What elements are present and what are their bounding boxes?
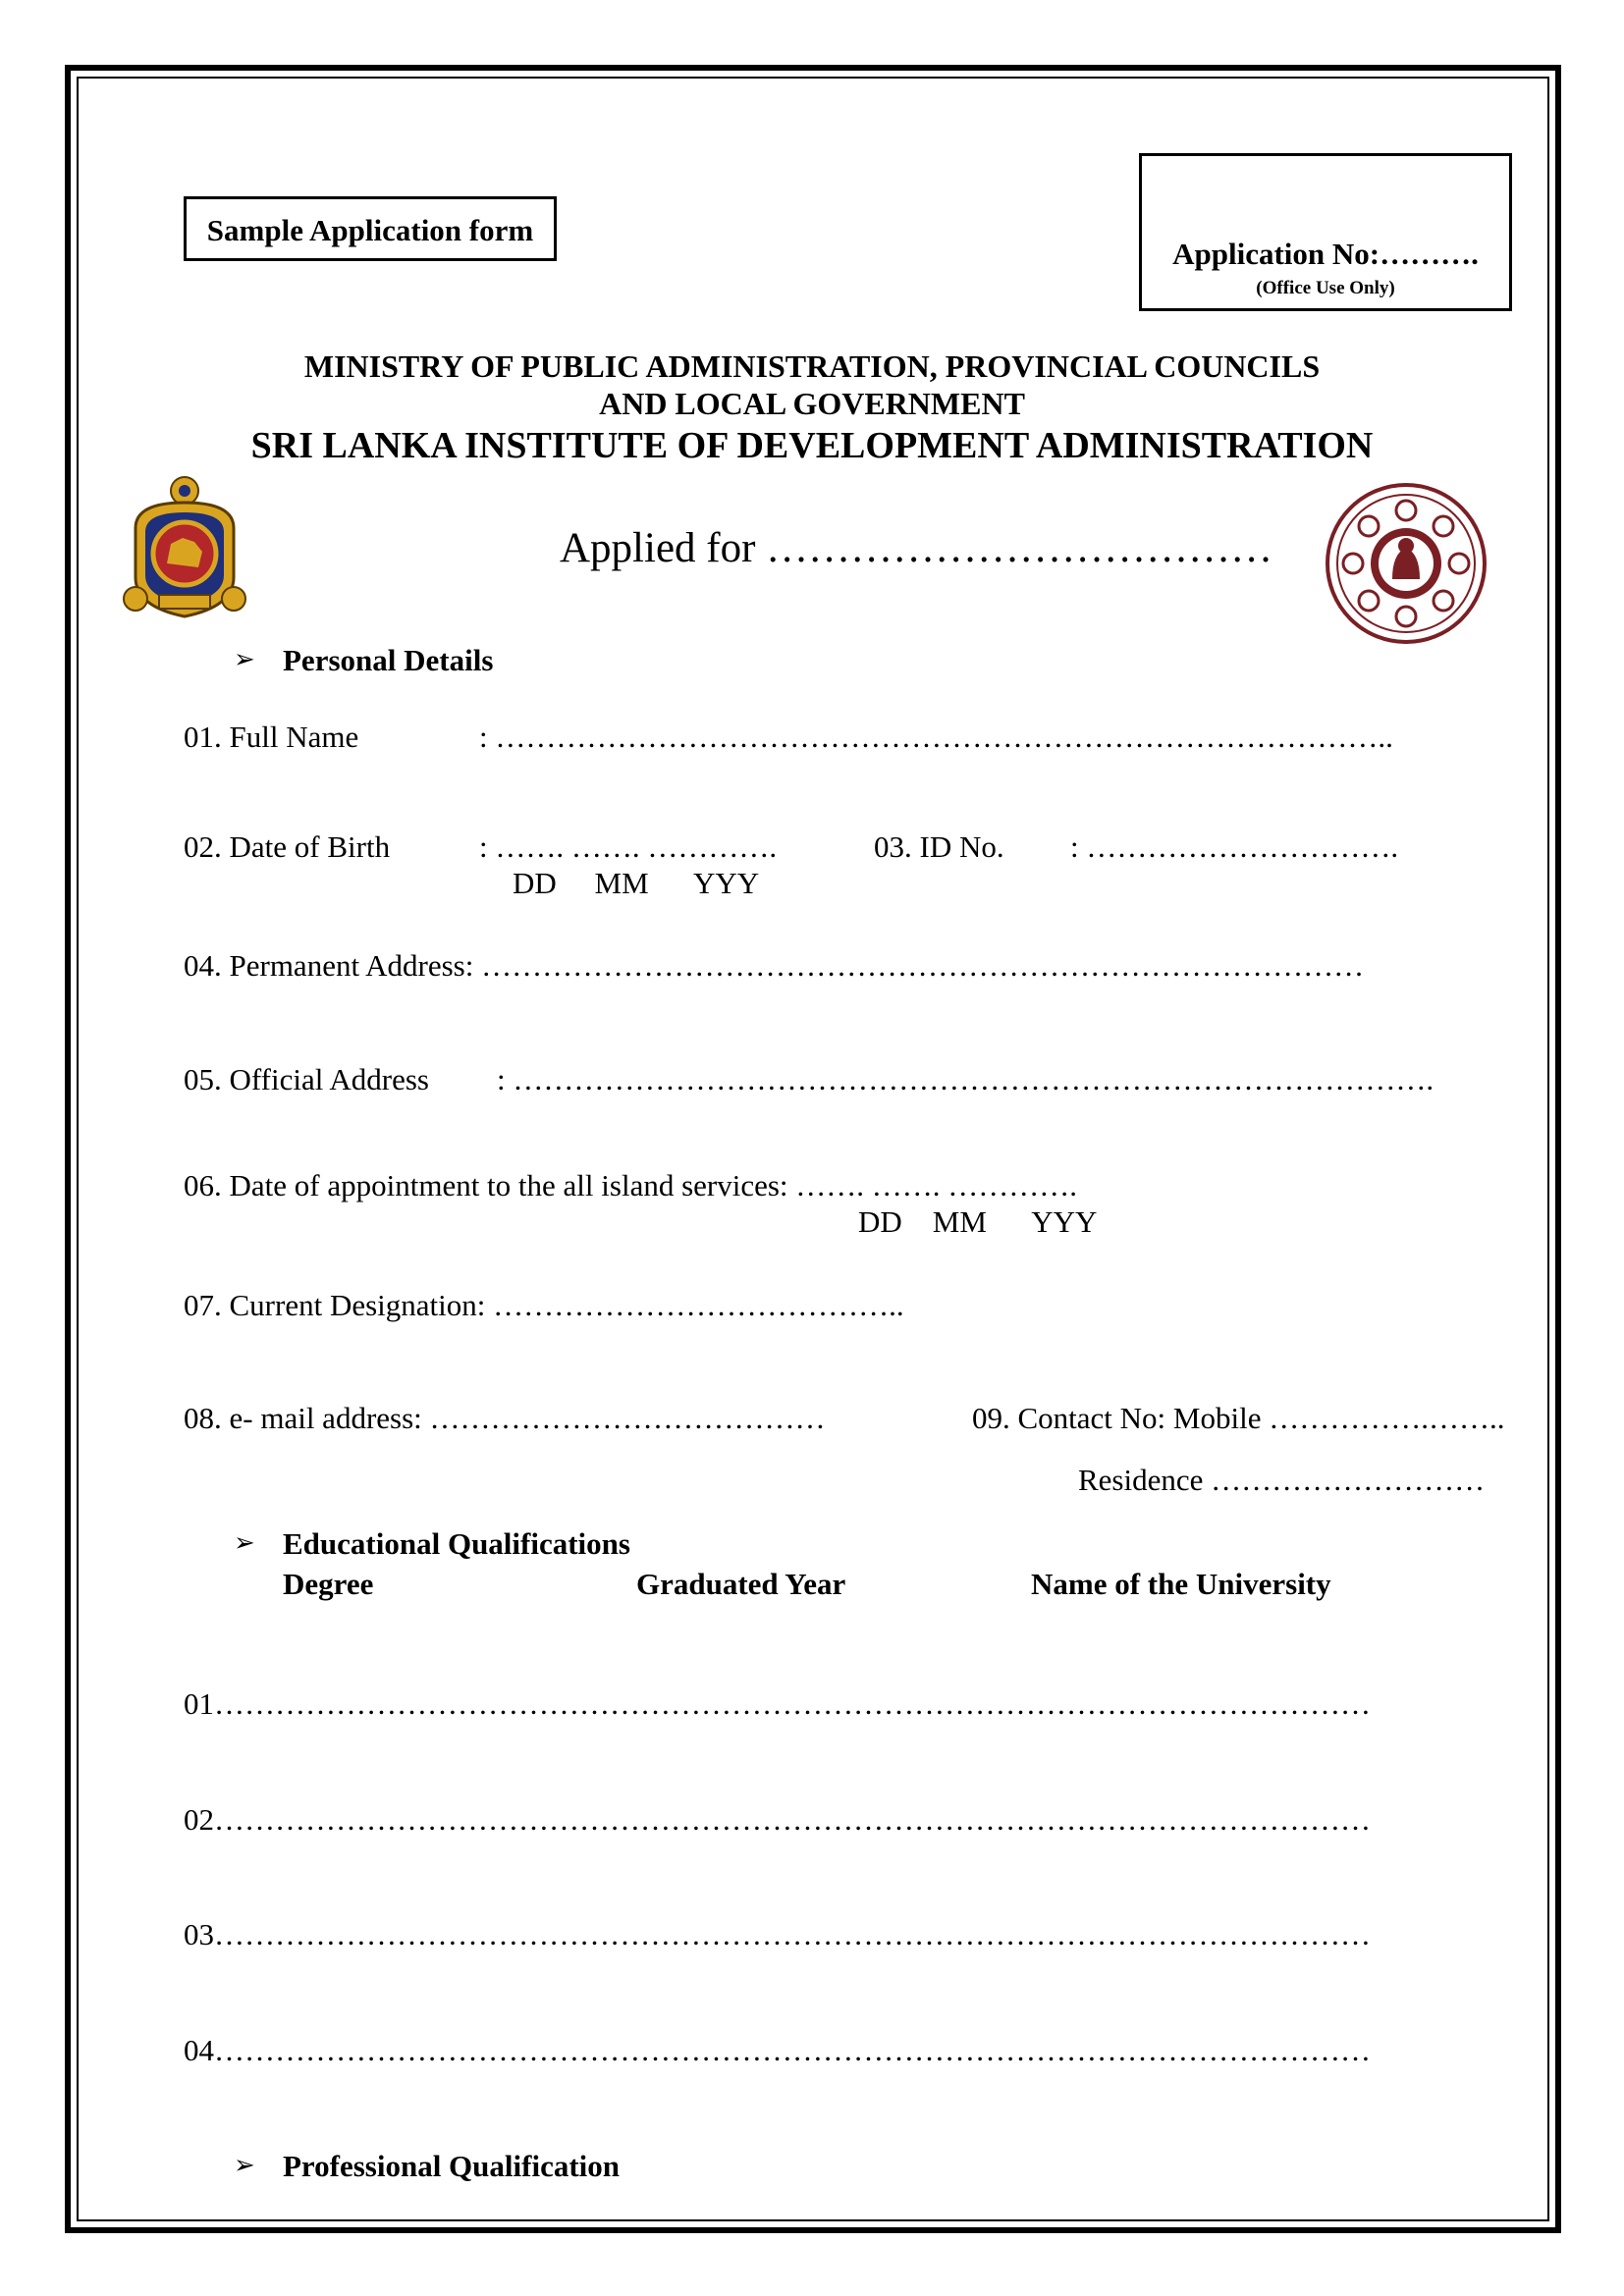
- office-use-note: (Office Use Only): [1256, 278, 1395, 298]
- current-designation-field[interactable]: 07. Current Designation: …………………………………..: [184, 1288, 904, 1322]
- official-address-label: 05. Official Address: [184, 1062, 429, 1096]
- column-header-degree: Degree: [283, 1567, 374, 1601]
- arrow-bullet-icon: ➢: [234, 1528, 255, 1557]
- id-no-field[interactable]: : ………………………….: [1070, 829, 1399, 864]
- dob-label: 02. Date of Birth: [184, 829, 391, 864]
- application-no-box: [1139, 153, 1512, 311]
- arrow-bullet-icon: ➢: [234, 2151, 255, 2179]
- column-header-graduated-year: Graduated Year: [636, 1567, 846, 1601]
- section-personal-details: Personal Details: [283, 643, 494, 677]
- dob-format-hint: DD MM YYY: [513, 866, 760, 900]
- full-name-label: 01. Full Name: [184, 720, 359, 754]
- appointment-date-field[interactable]: 06. Date of appointment to the all island services: ……. ……. ………….: [184, 1168, 1078, 1202]
- application-no-label: Application No:……….: [1172, 237, 1479, 271]
- dob-field[interactable]: : ……. ……. ………….: [479, 829, 778, 864]
- ministry-line-1: MINISTRY OF PUBLIC ADMINISTRATION, PROVINCIAL COUNCILS: [303, 348, 1321, 384]
- education-row[interactable]: 02……………………………………………………………………………………………………: [184, 1802, 1371, 1837]
- email-field[interactable]: 08. e- mail address: …………………………………: [184, 1401, 826, 1435]
- slida-seal-logo: [1324, 481, 1489, 646]
- education-row[interactable]: 03……………………………………………………………………………………………………: [184, 1917, 1371, 1951]
- sample-label-box: [184, 196, 557, 261]
- arrow-bullet-icon: ➢: [234, 645, 255, 673]
- contact-residence-field[interactable]: Residence ………………………: [1078, 1463, 1486, 1497]
- section-educational-qualifications: Educational Qualifications: [283, 1526, 630, 1561]
- permanent-address-field[interactable]: 04. Permanent Address: ……………………………………………………………………………: [184, 948, 1365, 983]
- education-row[interactable]: 01……………………………………………………………………………………………………: [184, 1686, 1371, 1721]
- ministry-line-2: AND LOCAL GOVERNMENT: [599, 386, 1025, 421]
- official-address-field[interactable]: : ……………………………………………………………………………….: [497, 1062, 1435, 1096]
- sri-lanka-emblem-logo: [116, 469, 253, 628]
- education-row[interactable]: 04……………………………………………………………………………………………………: [184, 2033, 1371, 2067]
- column-header-university: Name of the University: [1031, 1567, 1331, 1601]
- sample-label: Sample Application form: [206, 213, 534, 247]
- section-professional-qualification: Professional Qualification: [283, 2149, 621, 2183]
- full-name-field[interactable]: : ……………………………………………………………………………..: [479, 720, 1393, 754]
- contact-mobile-field[interactable]: 09. Contact No: Mobile …………….……..: [972, 1401, 1505, 1435]
- id-no-label: 03. ID No.: [874, 829, 1004, 864]
- appointment-date-format-hint: DD MM YYY: [858, 1204, 1098, 1239]
- institute-title: SRI LANKA INSTITUTE OF DEVELOPMENT ADMINISTRATION: [250, 425, 1374, 466]
- applied-for-line: Applied for ………………………………: [560, 525, 1273, 571]
